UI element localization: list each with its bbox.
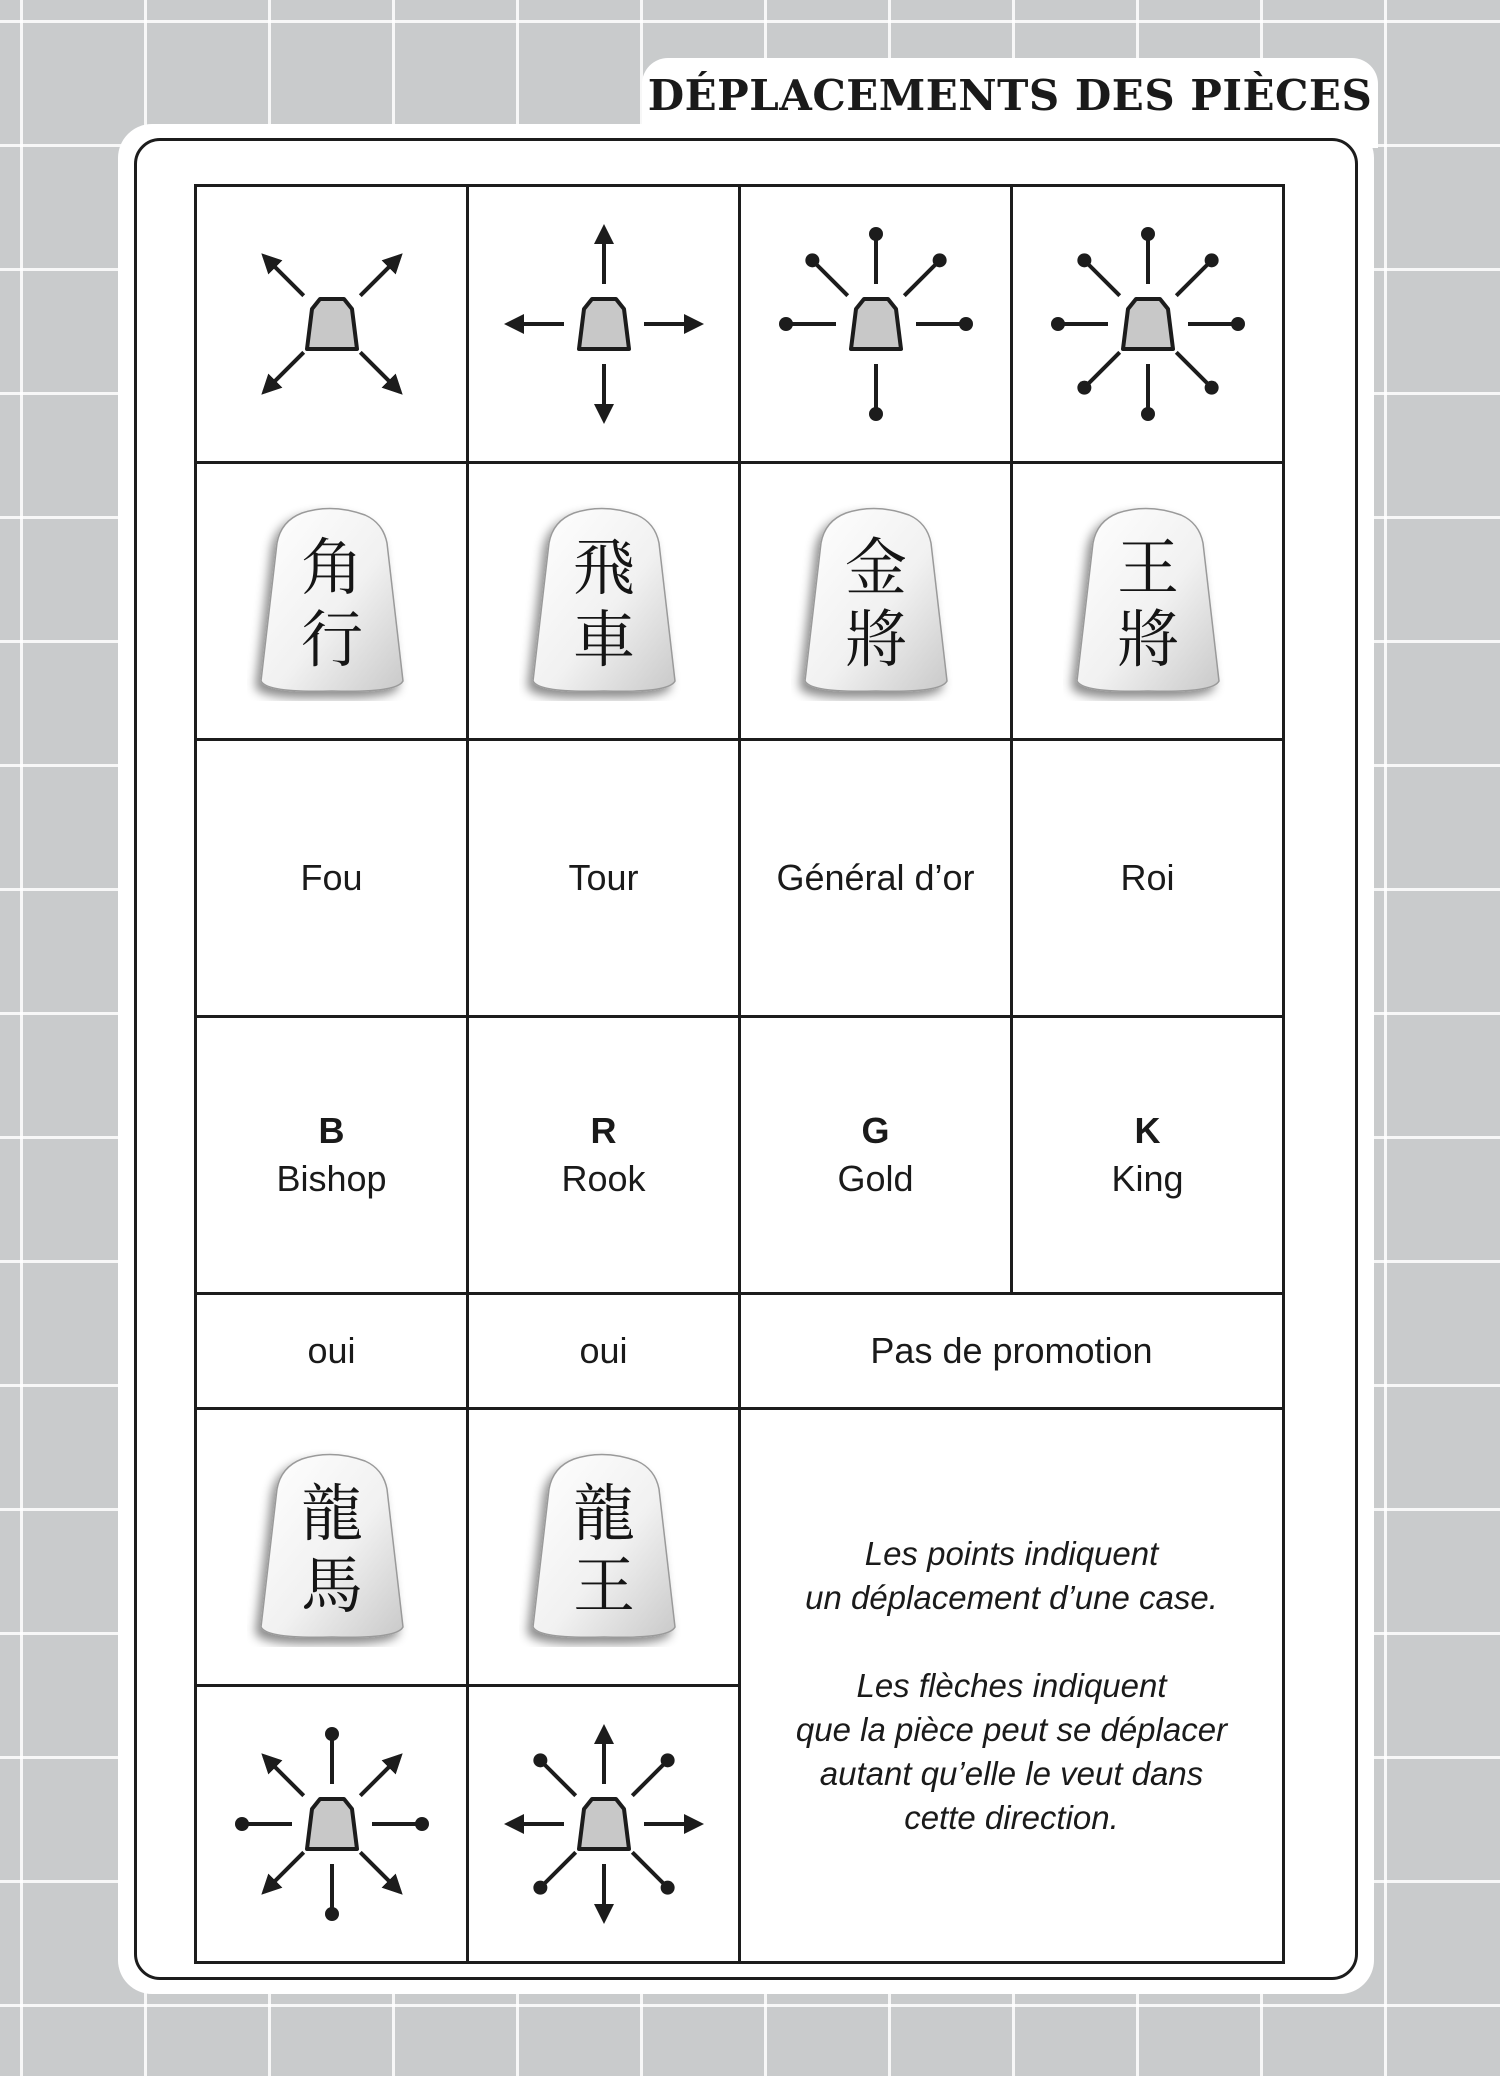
step-dot-north [869,227,883,284]
legend-arrows-line-1: Les flèches indiquent [856,1666,1167,1704]
piece-glyph-icon [851,299,901,349]
bishop-promotes: oui [196,1294,468,1409]
piece-kanji: 金 [844,531,907,604]
step-dot-south [869,364,883,421]
step-dot-south [325,1864,339,1921]
legend-arrows-line-4: cette direction. [904,1798,1119,1836]
gold-english-name: Gold [837,1158,914,1199]
king-french-name: Roi [1012,740,1284,1017]
piece-glyph-icon [1123,299,1173,349]
king-english-name: King [1111,1158,1184,1199]
piece-kanji: 王 [1116,531,1179,604]
piece-kanji: 角 [300,531,363,604]
slide-arrow-southeast [360,1852,400,1892]
gold-english-cell [740,1017,1012,1294]
rook-abbreviation: R [590,1110,617,1151]
king-piece-image [1063,501,1233,701]
promoted-piece-row [196,1409,1284,1686]
page-title: DÉPLACEMENTS DES PIÈCES [647,71,1373,120]
rook-english-cell [468,1017,740,1294]
king-abbreviation: K [1134,1110,1161,1151]
king-move-diagram [1033,209,1263,439]
step-dot-west [1051,317,1108,331]
slide-arrow-northeast [360,256,400,296]
step-dot-northeast [632,1753,674,1795]
french-name-row [196,740,1284,1017]
promoted-rook-move-cell [468,1686,740,1963]
gold-french-name: Général d’or [740,740,1012,1017]
step-dot-northeast [904,253,946,295]
step-dot-north [1141,227,1155,284]
promoted-rook-piece-cell [468,1409,740,1686]
step-dot-east [372,1817,429,1831]
rook-move-cell [468,186,740,463]
promoted-bishop-move-diagram [217,1709,447,1939]
step-dot-east [916,317,973,331]
piece-kanji: 龍 [572,1477,635,1550]
piece-glyph-icon [579,1799,629,1849]
gold-move-diagram [761,209,991,439]
bishop-piece-image [247,501,417,701]
rook-english-name: Rook [561,1158,646,1199]
piece-kanji: 王 [572,1549,635,1622]
slide-arrow-northeast [360,1756,400,1796]
step-dot-south [1141,364,1155,421]
rook-promotes: oui [468,1294,740,1409]
step-dot-west [779,317,836,331]
rook-piece-cell [468,463,740,740]
bishop-french-name: Fou [196,740,468,1017]
bishop-english-cell [196,1017,468,1294]
piece-kanji: 龍 [300,1477,363,1550]
no-promotion-label: Pas de promotion [740,1294,1284,1409]
legend-arrows-line-3: autant qu’elle le veut dans [819,1754,1204,1792]
slide-arrow-northwest [264,1756,304,1796]
slide-arrow-southwest [264,1852,304,1892]
slide-arrow-southeast [360,352,400,392]
step-dot-northwest [533,1753,575,1795]
step-dot-northeast [1176,253,1218,295]
legend-points-line-2: un déplacement d’une case. [805,1578,1218,1616]
legend-arrows-line-2: que la pièce peut se déplacer [795,1710,1228,1748]
step-dot-southwest [1077,352,1119,394]
king-move-cell [1012,186,1284,463]
step-dot-northwest [805,253,847,295]
step-dot-northwest [1077,253,1119,295]
bishop-english-name: Bishop [276,1158,387,1199]
slide-arrow-northwest [264,256,304,296]
legend-points-line-1: Les points indiquent [864,1534,1159,1572]
promoted-bishop-piece-cell [196,1409,468,1686]
step-dot-southeast [632,1852,674,1894]
piece-kanji: 車 [572,603,635,676]
gold-abbreviation: G [861,1110,890,1151]
bishop-piece-cell [196,463,468,740]
rook-move-diagram [489,209,719,439]
piece-glyph-icon [579,299,629,349]
king-piece-cell [1012,463,1284,740]
english-name-row [196,1017,1284,1294]
promoted-bishop-move-cell [196,1686,468,1963]
step-dot-north [325,1727,339,1784]
bishop-move-diagram [217,209,447,439]
piece-glyph-icon [307,299,357,349]
move-diagram-row [196,186,1284,463]
king-english-cell [1012,1017,1284,1294]
piece-kanji: 將 [844,603,907,676]
promoted-rook-piece-image [519,1447,689,1647]
bishop-move-cell [196,186,468,463]
piece-kanji: 馬 [300,1549,363,1622]
promoted-bishop-piece-image [247,1447,417,1647]
piece-kanji: 飛 [572,531,635,604]
rook-french-name: Tour [468,740,740,1017]
moves-table [194,184,1285,1964]
piece-kanji: 行 [300,603,363,676]
gold-piece-cell [740,463,1012,740]
promoted-rook-move-diagram [489,1709,719,1939]
bishop-abbreviation: B [318,1110,345,1151]
promotion-row [196,1294,1284,1409]
step-dot-west [235,1817,292,1831]
legend [740,1409,1284,1963]
step-dot-southwest [533,1852,575,1894]
piece-glyph-icon [307,1799,357,1849]
step-dot-southeast [1176,352,1218,394]
gold-move-cell [740,186,1012,463]
piece-kanji: 將 [1116,603,1179,676]
rook-piece-image [519,501,689,701]
gold-piece-image [791,501,961,701]
slide-arrow-southwest [264,352,304,392]
piece-row [196,463,1284,740]
step-dot-east [1188,317,1245,331]
